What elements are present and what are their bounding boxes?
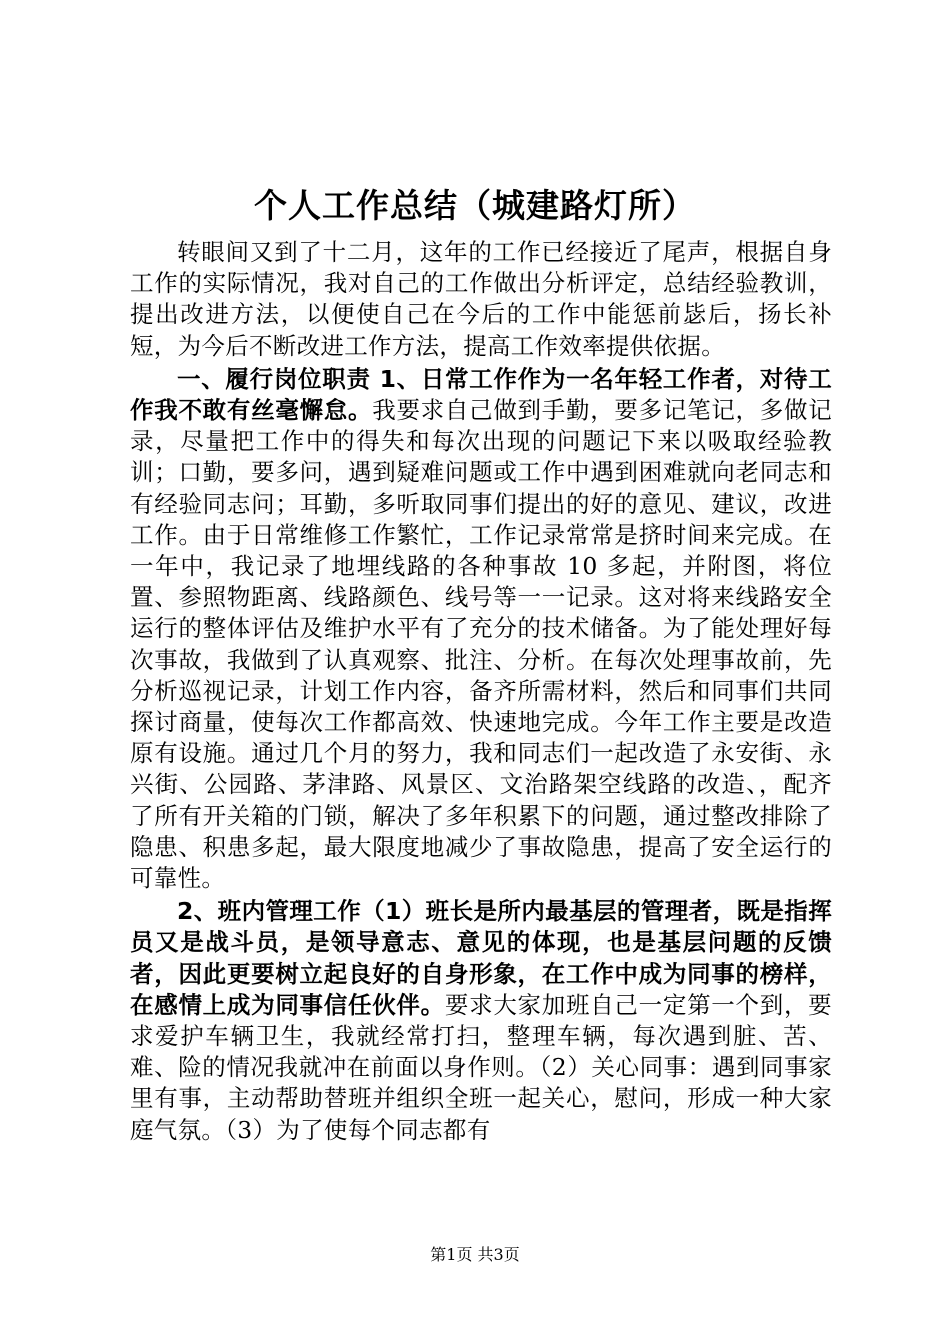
paragraph-intro: [130, 237, 832, 362]
paragraph-text: 转眼间又到了十二月，这年的工作已经接近了尾声，根据自身工作的实际情况，我对自己的工作做出分析评定，总结经验教训，提出改进方法，以便使自己在今后的工作中能惩前毖后，扬长补短，为今后不断改进工作方法，提高工作效率提供依据。: [130, 238, 832, 360]
page-number-footer: 第1页 共3页: [430, 1245, 520, 1264]
paragraph-text: 要求大家加班自己一定第一个到，要求爱护车辆卫生，我就经常打扫，整理车辆，每次遇到脏、苦、难、险的情况我就冲在前面以身作则。（2）关心同事：遇到同事家里有事，主动帮助替班并组织全班一起关心，慰问，形成一种大家庭气氛。（3）为了使每个同志都有: [130, 990, 832, 1144]
paragraph-duties: [130, 364, 832, 894]
paragraph-text: 我要求自己做到手勤，要多记笔记，多做记录，尽量把工作中的得失和每次出现的问题记下来以吸取经验教训；口勤，要多问，遇到疑难问题或工作中遇到困难就向老同志和有经验同志问；耳勤，多听取同事们提出的好的意见、建议，改进工作。由于日常维修工作繁忙，工作记录常常是挤时间来完成。在一年中，我记录了地埋线路的各种事故 10 多起，并附图，将位置、参照物距离、线路颜色、线号等一一记录。这对将来线路安全运行的整体评估及维护水平有了充分的技术储备。为了能处理好每次事故，我做到了认真观察、批注、分析。在每次处理事故前，先分析巡视记录，计划工作内容，备齐所需材料，然后和同事们共同探讨商量，使每次工作都高效、快速地完成。今年工作主要是改造原有设施。通过几个月的努力，我和同志们一起改造了永安街、永兴街、公园路、茅津路、风景区、文治路架空线路的改造、，配齐了所有开关箱的门锁，解决了多年积累下的问题，通过整改排除了隐患、积患多起，最大限度地减少了事故隐患，提高了安全运行的可靠性。: [130, 396, 833, 893]
paragraph-team-management: [130, 896, 832, 1146]
document-title: 个人工作总结（城建路灯所）: [254, 186, 696, 225]
paragraph-heading: 2、班内管理工作（1）班长是所内最基层的管理者，既是指挥员又是战斗员，是领导意志、意见的体现，也是基层问题的反馈者，因此更要树立起良好的自身形象，在工作中成为同事的榜样，在感情上成为同事信任伙伴。: [130, 897, 832, 1019]
document-body: [130, 237, 832, 1148]
paragraph-heading: 一、履行岗位职责 1、日常工作作为一名年轻工作者，对待工作我不敢有丝毫懈怠。: [130, 364, 832, 425]
